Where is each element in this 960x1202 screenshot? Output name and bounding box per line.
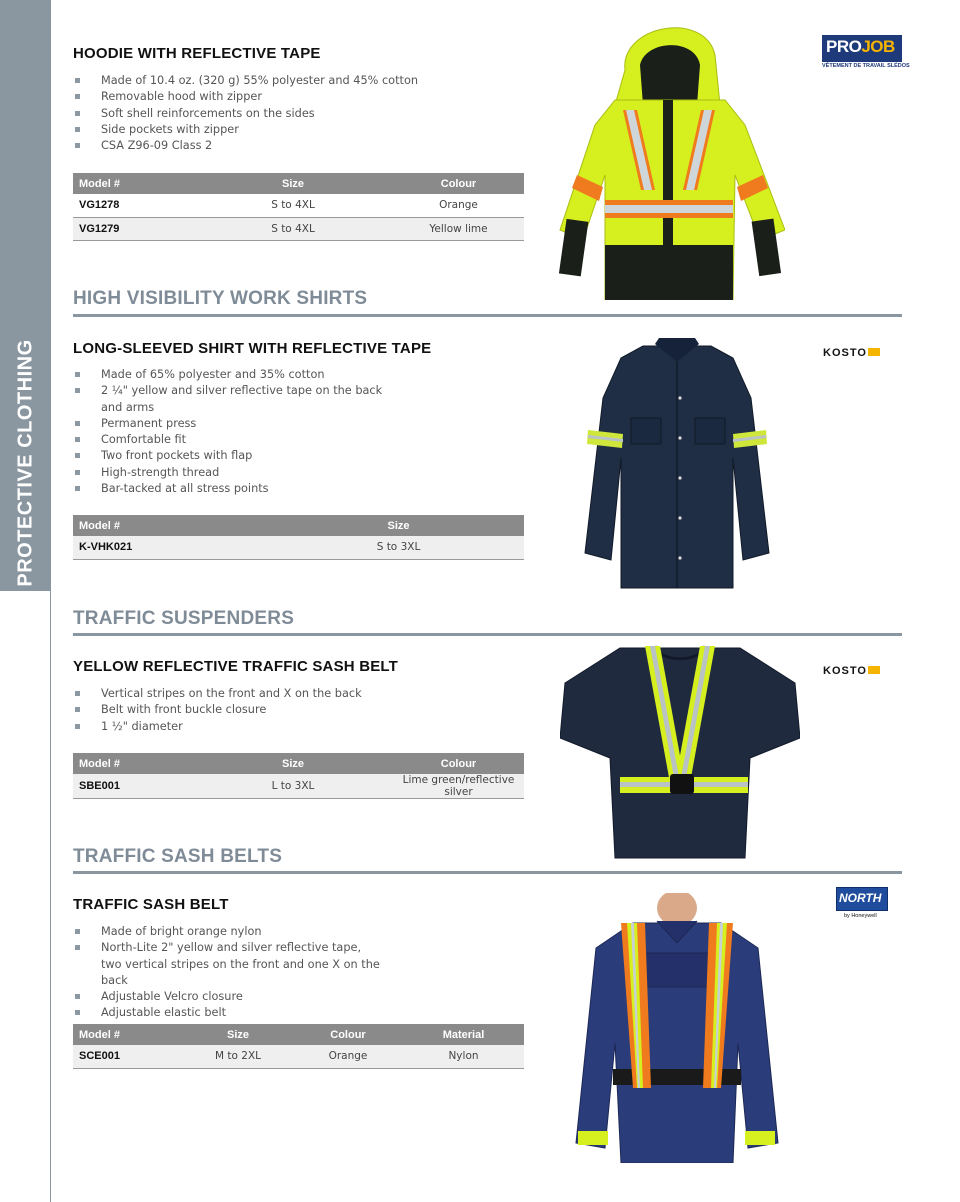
list-item: 2 ¼" yellow and silver reflective tape on the back and arms [73,383,393,416]
suspender-image [560,643,800,865]
list-item: Adjustable Velcro closure [73,989,383,1005]
cell-model: SBE001 [73,774,193,799]
table-header-row [73,1024,524,1045]
sash-table [73,1024,524,1069]
column-header: Colour [393,753,524,774]
suspender-bullets [73,686,362,735]
column-header: Size [193,753,393,774]
column-header: Model # [73,753,193,774]
table-header-row [73,753,524,774]
list-item: Soft shell reinforcements on the sides [73,106,418,122]
kosto-logo-mark [868,666,880,674]
kosto-logo: KOSTO [823,341,903,353]
table-row [73,774,524,799]
kosto-logo-mark [868,348,880,356]
shirt-table [73,515,524,560]
sidebar [0,0,51,1202]
section-rule [73,633,902,636]
list-item: Comfortable fit [73,432,393,448]
sash-title: TRAFFIC SASH BELT [73,896,229,913]
list-item: 1 ½" diameter [73,719,362,735]
cell-model: SCE001 [73,1045,183,1068]
cell-model: K-VHK021 [73,536,273,559]
cell-model: VG1279 [73,217,193,240]
table-header-row [73,515,524,536]
column-header: Model # [73,515,273,536]
column-header: Size [273,515,524,536]
suspender-title: YELLOW REFLECTIVE TRAFFIC SASH BELT [73,658,399,675]
section-rule [73,871,902,874]
cell-colour: Yellow lime [393,217,524,240]
cell-colour: Lime green/reflective silver [393,774,524,799]
sidebar-line [50,591,51,1202]
list-item: Made of bright orange nylon [73,924,383,940]
column-header: Colour [293,1024,403,1045]
cell-size: S to 4XL [193,217,393,240]
hoodie-table [73,173,524,241]
cell-model: VG1278 [73,194,193,217]
list-item: Side pockets with zipper [73,122,418,138]
projob-logo [822,35,910,71]
hoodie-bullets [73,73,418,154]
table-row [73,217,524,240]
column-header: Material [403,1024,524,1045]
list-item: High-strength thread [73,465,393,481]
cell-colour: Orange [293,1045,403,1068]
column-header: Size [193,173,393,194]
section-title-suspenders: TRAFFIC SUSPENDERS [73,608,295,629]
sash-bullets [73,924,383,1022]
list-item: North-Lite 2" yellow and silver reflective tape, two vertical stripes on the front and one X on the back [73,940,383,989]
list-item: Adjustable elastic belt [73,1005,383,1021]
sash-belt-image [573,893,781,1163]
column-header: Model # [73,173,193,194]
shirt-image [583,338,771,596]
cell-size: S to 4XL [193,194,393,217]
list-item: Vertical stripes on the front and X on the back [73,686,362,702]
cell-size: L to 3XL [193,774,393,799]
projob-logo-sub: VÊTEMENT DE TRAVAIL SLÉDOS [822,63,910,69]
kosto-logo: KOSTO [823,659,903,671]
list-item: Made of 65% polyester and 35% cotton [73,367,393,383]
north-logo: NORTH by Honeywell [836,887,888,921]
projob-logo-text: PROJOB [826,37,895,56]
section-title-sash-belts: TRAFFIC SASH BELTS [73,846,283,867]
column-header: Size [183,1024,293,1045]
list-item: Two front pockets with flap [73,448,393,464]
list-item: Permanent press [73,416,393,432]
table-header-row [73,173,524,194]
list-item: Made of 10.4 oz. (320 g) 55% polyester and 45% cotton [73,73,418,89]
cell-size: M to 2XL [183,1045,293,1068]
hoodie-image [555,15,785,300]
sidebar-label: PROTECTIVE CLOTHING [14,339,37,587]
suspender-table [73,753,524,799]
column-header: Colour [393,173,524,194]
table-row [73,536,524,559]
table-row [73,194,524,217]
cell-colour: Orange [393,194,524,217]
hoodie-title: HOODIE WITH REFLECTIVE TAPE [73,45,321,62]
shirt-title: LONG-SLEEVED SHIRT WITH REFLECTIVE TAPE [73,340,432,357]
list-item: Belt with front buckle closure [73,702,362,718]
cell-size: S to 3XL [273,536,524,559]
list-item: Removable hood with zipper [73,89,418,105]
cell-material: Nylon [403,1045,524,1068]
list-item: CSA Z96-09 Class 2 [73,138,418,154]
table-row [73,1045,524,1068]
column-header: Model # [73,1024,183,1045]
shirt-bullets [73,367,393,497]
section-title-work-shirts: HIGH VISIBILITY WORK SHIRTS [73,288,368,309]
list-item: Bar-tacked at all stress points [73,481,393,497]
section-rule [73,314,902,317]
